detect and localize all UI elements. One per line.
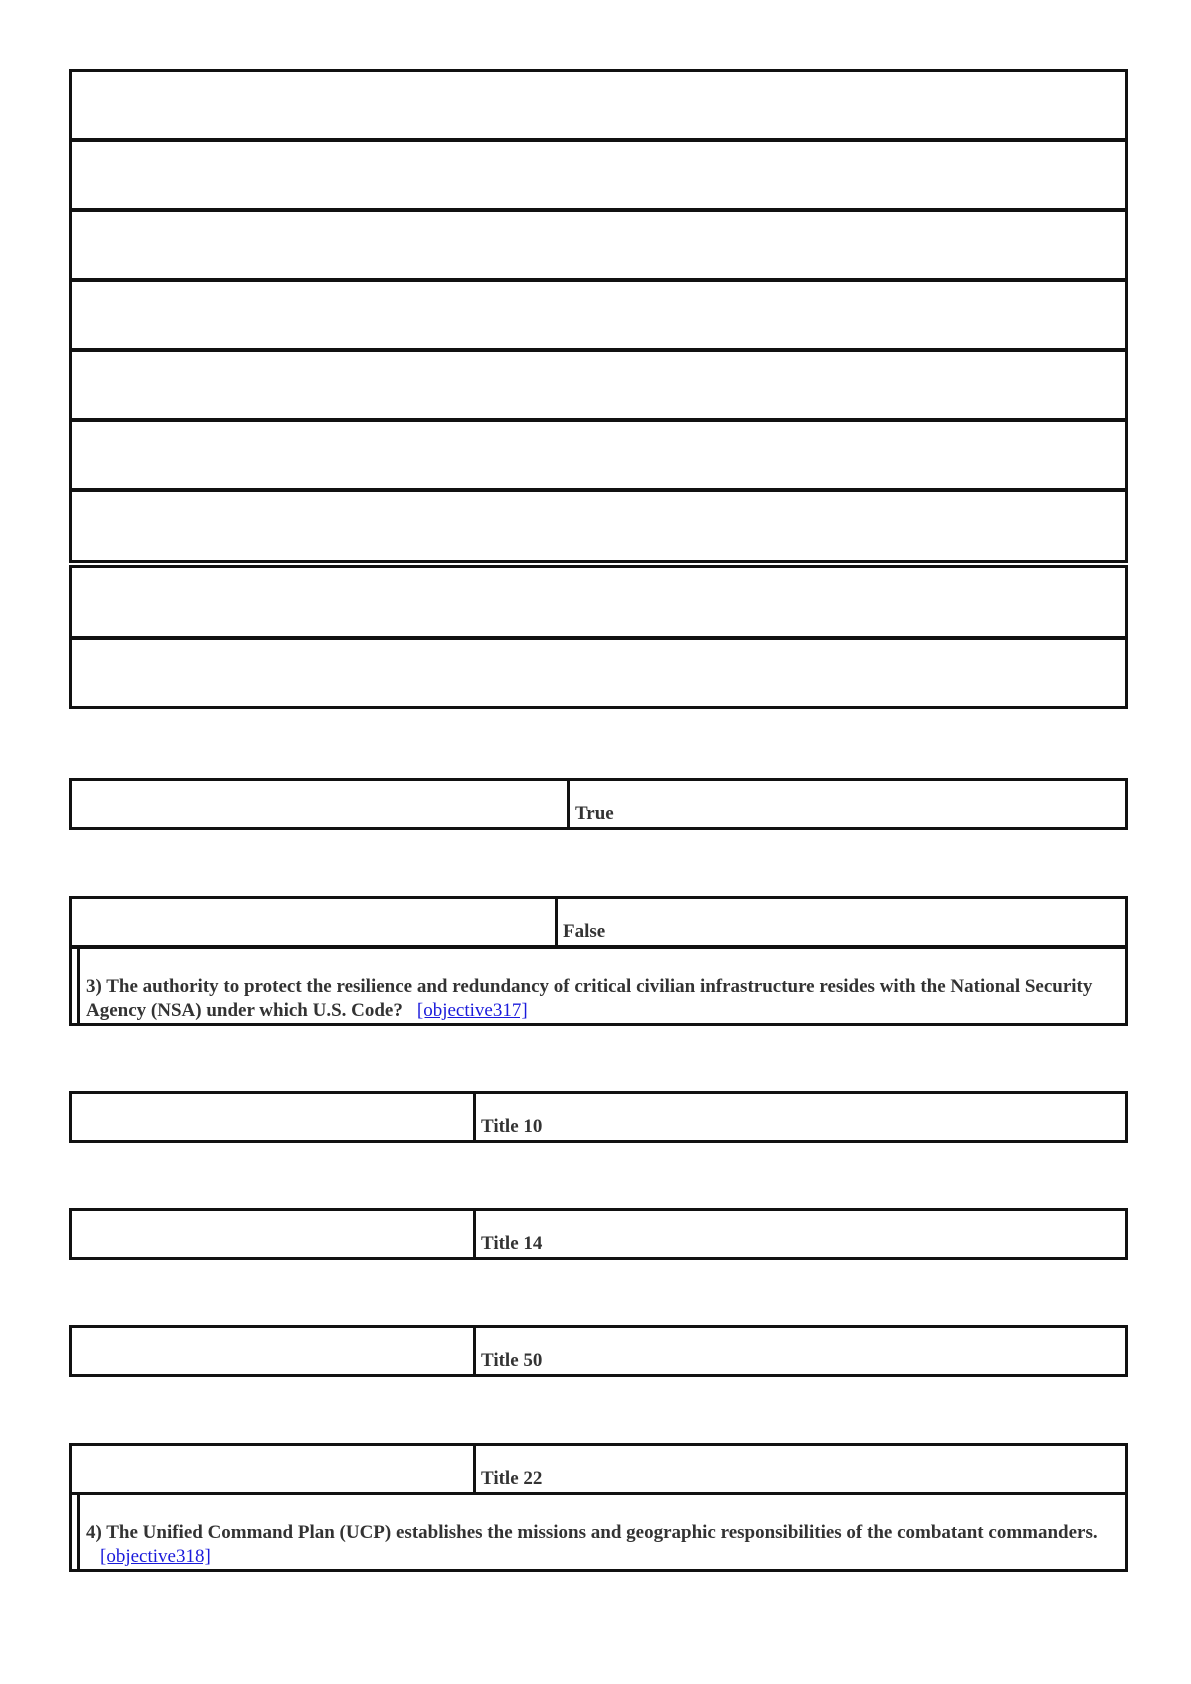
answer-option-title-22[interactable] <box>69 1443 1128 1495</box>
question-3-text: 3) The authority to protect the resilience and redundancy of critical civilian infrastructure resides with the National Security Agency (NSA) under which U.S. Code? <box>86 976 1093 1021</box>
objective-link-317[interactable]: [objective317] <box>416 1000 528 1021</box>
empty-table-row-9 <box>69 637 1128 709</box>
empty-table-row-7 <box>69 489 1128 563</box>
answer-option-title-14[interactable] <box>69 1208 1128 1260</box>
cell-divider <box>567 781 570 827</box>
answer-label: True <box>575 803 614 824</box>
empty-table-row-2 <box>69 139 1128 211</box>
question-3 <box>69 946 1128 1026</box>
empty-table-row-8 <box>69 565 1128 639</box>
cell-divider <box>555 899 558 945</box>
answer-label: False <box>563 921 606 942</box>
question-4-text: 4) The Unified Command Plan (UCP) establishes the missions and geographic responsibilities of the combatant commanders. <box>86 1522 1098 1543</box>
cell-divider <box>473 1446 476 1492</box>
answer-label: Title 50 <box>481 1350 543 1371</box>
answer-label: Title 14 <box>481 1233 543 1254</box>
question-4-text-cell <box>77 1495 1125 1569</box>
cell-divider <box>473 1094 476 1140</box>
answer-label: Title 10 <box>481 1116 543 1137</box>
empty-table-row-4 <box>69 279 1128 351</box>
objective-link-318[interactable]: [objective318] <box>100 1546 211 1567</box>
cell-divider <box>473 1328 476 1374</box>
empty-table-row-5 <box>69 349 1128 421</box>
cell-divider <box>473 1211 476 1257</box>
empty-table-row-3 <box>69 209 1128 281</box>
empty-table-row-1 <box>69 69 1128 141</box>
answer-option-false[interactable] <box>69 896 1128 948</box>
answer-option-title-50[interactable] <box>69 1325 1128 1377</box>
answer-option-title-10[interactable] <box>69 1091 1128 1143</box>
question-4 <box>69 1492 1128 1572</box>
empty-table-row-6 <box>69 419 1128 491</box>
answer-label: Title 22 <box>481 1468 543 1489</box>
answer-option-true[interactable] <box>69 778 1128 830</box>
question-3-text-cell <box>77 949 1125 1023</box>
